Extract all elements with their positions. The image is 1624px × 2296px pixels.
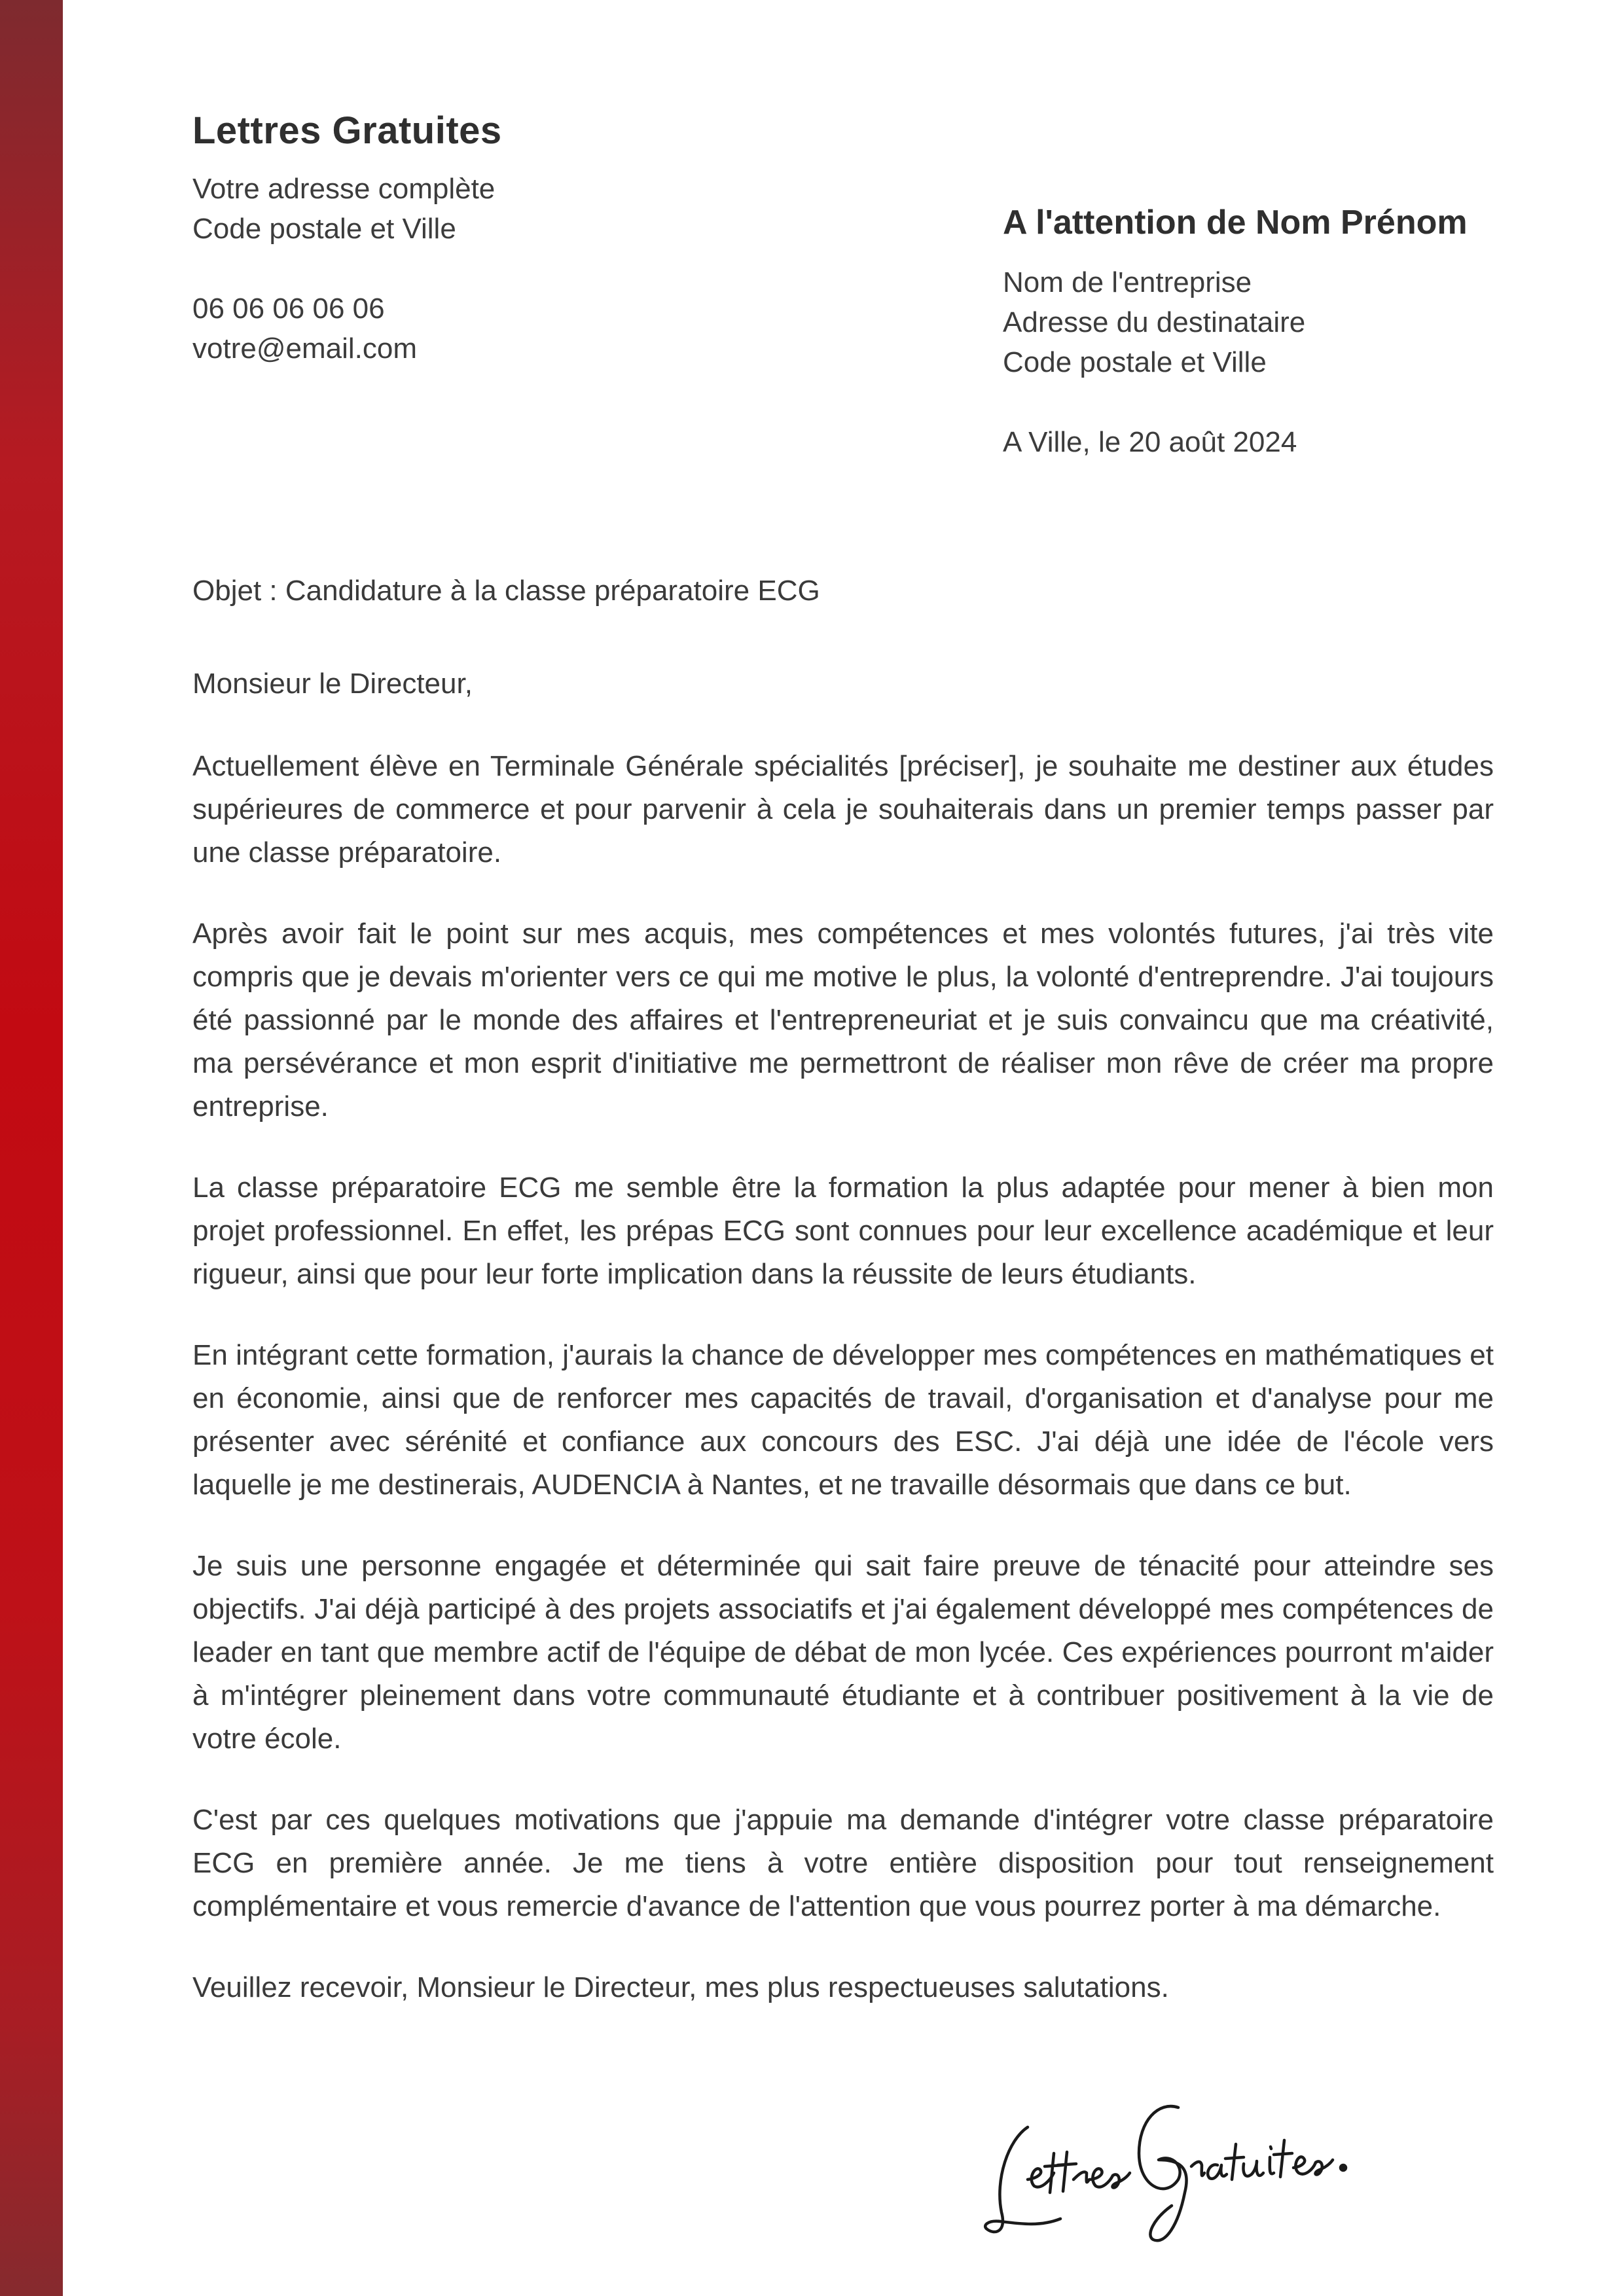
letter-paragraph: Après avoir fait le point sur mes acquis, mes compétences et mes volontés futures, j'ai très vite compris que je devais m'orienter vers ce qui me motive le plus, la volonté d'entreprendre. J'ai toujours été passionné par le monde des affaires et l'entrepreneuriat et je suis convaincu que ma créativité, ma persévérance et mon esprit d'initiative me permettront de réaliser mon rêve de créer ma propre entreprise. [192, 918, 1494, 1122]
sender-city: Code postale et Ville [192, 212, 456, 245]
sender-email: votre@email.com [192, 332, 417, 365]
sender-name: Lettres Gratuites [192, 109, 502, 152]
recipient-attention: A l'attention de Nom Prénom [1003, 204, 1468, 242]
letter-salutation: Monsieur le Directeur, [192, 668, 473, 700]
decorative-sidebar [0, 0, 63, 2296]
recipient-block [1003, 204, 1559, 462]
recipient-city: Code postale et Ville [1003, 346, 1267, 379]
letter-subject: Objet : Candidature à la classe préparatoire ECG [192, 575, 820, 607]
letter-paragraph: Actuellement élève en Terminale Générale spécialités [préciser], je souhaite me destiner aux études supérieures de commerce et pour parvenir à cela je souhaiterais dans un premier temps passer par une classe préparatoire. [192, 750, 1494, 869]
letter-closing: Veuillez recevoir, Monsieur le Directeur, mes plus respectueuses salutations. [192, 1971, 1169, 2003]
handwritten-signature [982, 2081, 1362, 2251]
letter-body [192, 662, 1494, 2047]
sender-block [192, 110, 847, 368]
date-line: A Ville, le 20 août 2024 [1003, 426, 1297, 459]
spacer [192, 249, 847, 289]
letter-paragraph: Je suis une personne engagée et déterminée qui sait faire preuve de ténacité pour atteindre ses objectifs. J'ai déjà participé à des projets associatifs et j'ai également développé mes compétences de leader en tant que membre actif de l'équipe de débat de mon lycée. Ces expériences pourront m'aider à m'intégrer pleinement dans votre communauté étudiante et à contribuer positivement à la vie de votre école. [192, 1550, 1494, 1755]
sender-address: Votre adresse complète [192, 172, 496, 205]
signature-drawing [982, 2081, 1362, 2251]
sender-phone: 06 06 06 06 06 [192, 292, 385, 325]
letter-paragraph: La classe préparatoire ECG me semble être la formation la plus adaptée pour mener à bien mon projet professionnel. En effet, les prépas ECG sont connues pour leur excellence académique et leur rigueur, ainsi que pour leur forte implication dans la réussite de leurs étudiants. [192, 1172, 1494, 1290]
spacer [1003, 382, 1559, 422]
letter-paragraph: C'est par ces quelques motivations que j'appuie ma demande d'intégrer votre classe préparatoire ECG en première année. Je me tiens à votre entière disposition pour tout renseignement complémentaire et vous remercie d'avance de l'attention que vous pourrez porter à ma démarche. [192, 1804, 1494, 1922]
recipient-address: Adresse du destinataire [1003, 306, 1306, 339]
recipient-company: Nom de l'entreprise [1003, 266, 1252, 299]
letter-paragraph: En intégrant cette formation, j'aurais la chance de développer mes compétences en mathématiques et en économie, ainsi que de renforcer mes capacités de travail, d'organisation et d'analyse pour me présenter avec sérénité et confiance aux concours des ESC. J'ai déjà une idée de l'école vers laquelle je me destinerais, AUDENCIA à Nantes, et ne travaille désormais que dans ce but. [192, 1339, 1494, 1501]
